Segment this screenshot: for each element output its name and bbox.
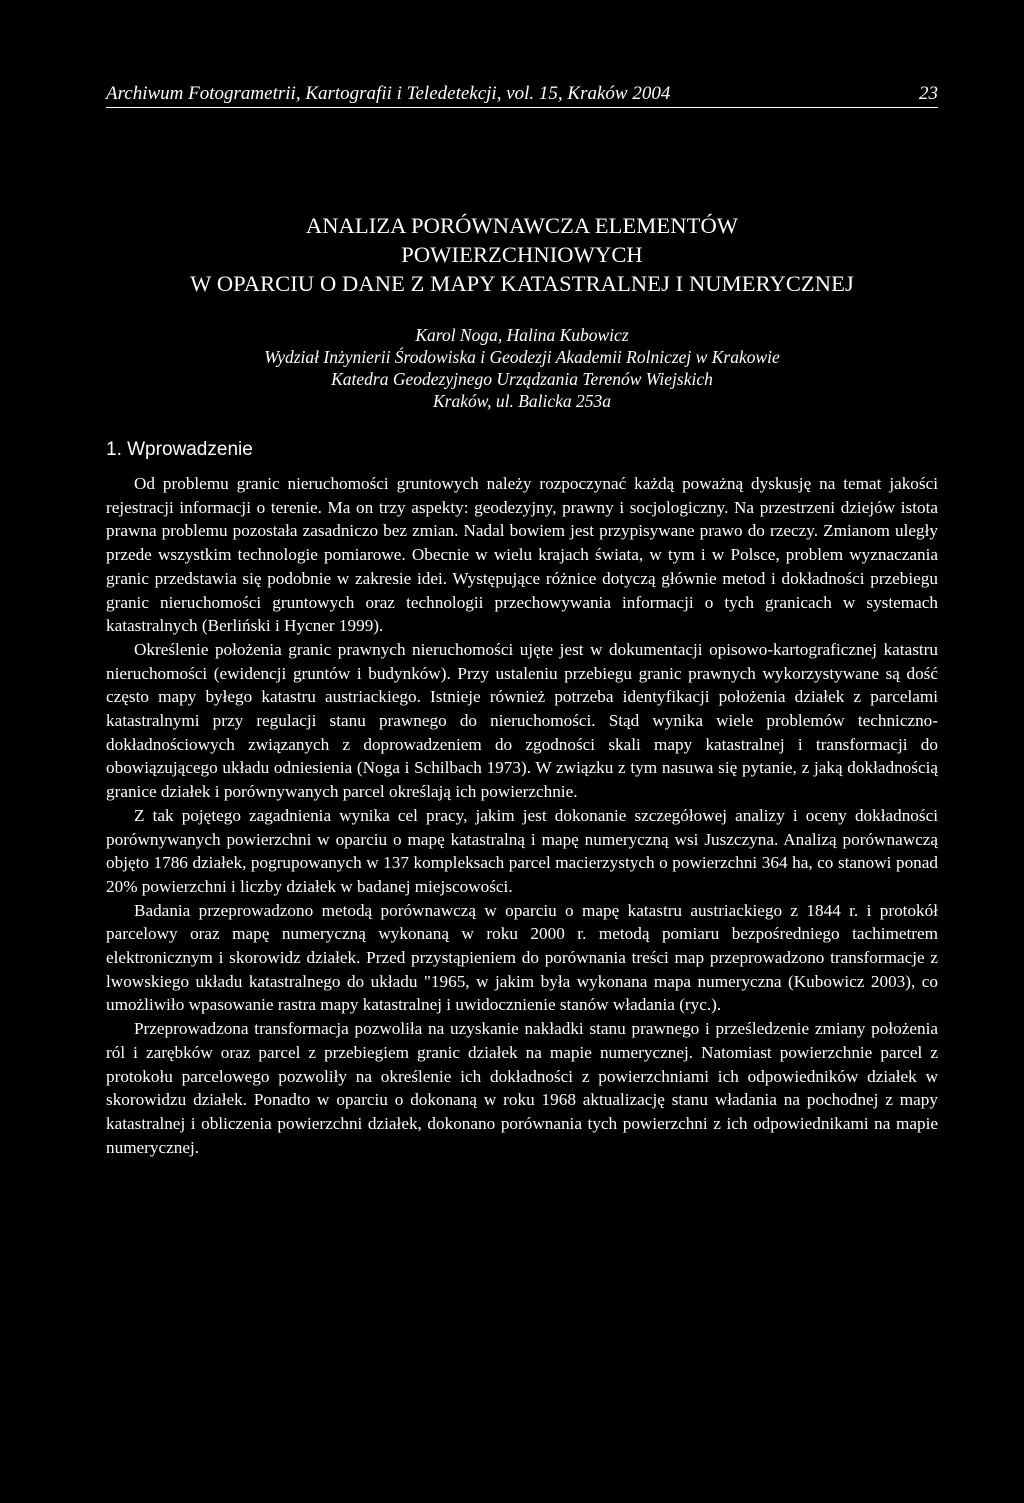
journal-citation: Archiwum Fotogrametrii, Kartografii i Teledetekcji, vol. 15, Kraków 2004	[106, 83, 671, 104]
paragraph: Od problemu granic nieruchomości gruntowych należy rozpoczynać każdą poważną dyskusję na temat jakości rejestracji informacji o terenie. Ma on trzy aspekty: geodezyjny, prawny i socjologiczny. Na przestrzeni dziejów istota prawna problemu pozostała zasadniczo bez zmian. Nadal bowiem jest przypisywane prawo do rzeczy. Zmianom uległy przede wszystkim technologie pomiarowe. Obecnie w wielu krajach świata, w tym i w Polsce, problem wyznaczania granic przedstawia się podobnie w zakresie idei. Występujące różnice dotyczą głównie metod i dokładności przebiegu granic nieruchomości gruntowych oraz technologii przechowywania informacji o tych granicach w systemach katastralnych (Berliński i Hycner 1999).	[106, 474, 938, 636]
running-header	[106, 82, 938, 108]
body-text	[106, 472, 938, 1159]
paper-title	[106, 211, 938, 298]
paragraph: Badania przeprowadzono metodą porównawczą w oparciu o mapę katastru austriackiego z 1844 r. i protokół parcelowy oraz mapę numeryczną wykonaną w roku 2000 r. metodą pomiaru bezpośredniego tachimetrem elektronicznym i skorowidz działek. Przed przystąpieniem do porównania treści map przeprowadzono transformacje z lwowskiego układu katastralnego do układu "1965, w jakim była wykonana mapa numeryczna (Kubowicz 2003), co umożliwiło wpasowanie rastra mapy katastralnej i uwidocznienie stanów władania (ryc.).	[106, 900, 938, 1015]
affiliation-address: Kraków, ul. Balicka 253a	[432, 391, 612, 411]
section-heading: 1. Wprowadzenie	[106, 439, 253, 460]
page-number: 23	[919, 83, 938, 104]
paragraph: Z tak pojętego zagadnienia wynika cel pracy, jakim jest dokonanie szczegółowej analizy i oceny dokładności porównywanych powierzchni w oparciu o mapę katastralną i mapę numeryczną wsi Juszczyna. Analizą porównawczą objęto 1786 działek, pogrupowanych w 137 kompleksach parcel macierzystych o powierzchni 364 ha, co stanowi ponad 20% powierzchni i liczby działek w badanej miejscowości.	[106, 805, 938, 896]
title-line-2: POWIERZCHNIOWYCH	[401, 242, 643, 267]
affiliation-department: Katedra Geodezyjnego Urządzania Terenów Wiejskich	[331, 369, 713, 389]
title-line-3: W OPARCIU O DANE Z MAPY KATASTRALNEJ I NUMERYCZNEJ	[190, 271, 854, 296]
affiliation-faculty: Wydział Inżynierii Środowiska i Geodezji Akademii Rolniczej w Krakowie	[264, 347, 780, 367]
title-line-1: ANALIZA PORÓWNAWCZA ELEMENTÓW	[305, 213, 739, 238]
paragraph: Określenie położenia granic prawnych nieruchomości ujęte jest w dokumentacji opisowo-kartograficznej katastru nieruchomości (ewidencji gruntów i budynków). Przy ustaleniu przebiegu granic prawnych wykorzystywane są dość często mapy byłego katastru austriackiego. Istnieje również potrzeba identyfikacji położenia działek z parcelami katastralnymi przy regulacji stanu prawnego do nieruchomości. Stąd wynika wiele problemów techniczno-dokładnościowych związanych z doprowadzeniem do zgodności skali mapy katastralnej i transformacji do obowiązującego układu odniesienia (Noga i Schilbach 1973). W związku z tym nasuwa się pytanie, z jaką dokładnością granice działek i porównywanych parcel określają ich powierzchnie.	[106, 639, 938, 802]
author-names: Karol Noga, Halina Kubowicz	[415, 325, 629, 345]
author-block	[106, 324, 938, 412]
paragraph: Przeprowadzona transformacja pozwoliła na uzyskanie nakładki stanu prawnego i prześledzenie zmiany położenia ról i zarębków oraz parcel z przebiegiem granic działek na mapie numerycznej. Natomiast powierzchnie parcel z protokołu parcelowego pozwoliły na określenie ich dokładności z powierzchniami ich odpowiedników działek w skorowidzu działek. Ponadto w oparciu o dokonaną w roku 1968 aktualizację stanu władania na pochodnej z mapy katastralnej i obliczenia powierzchni działek, dokonano porównania tych powierzchni z ich odpowiednikami na mapie numerycznej.	[106, 1019, 938, 1157]
document-page	[106, 82, 938, 1159]
